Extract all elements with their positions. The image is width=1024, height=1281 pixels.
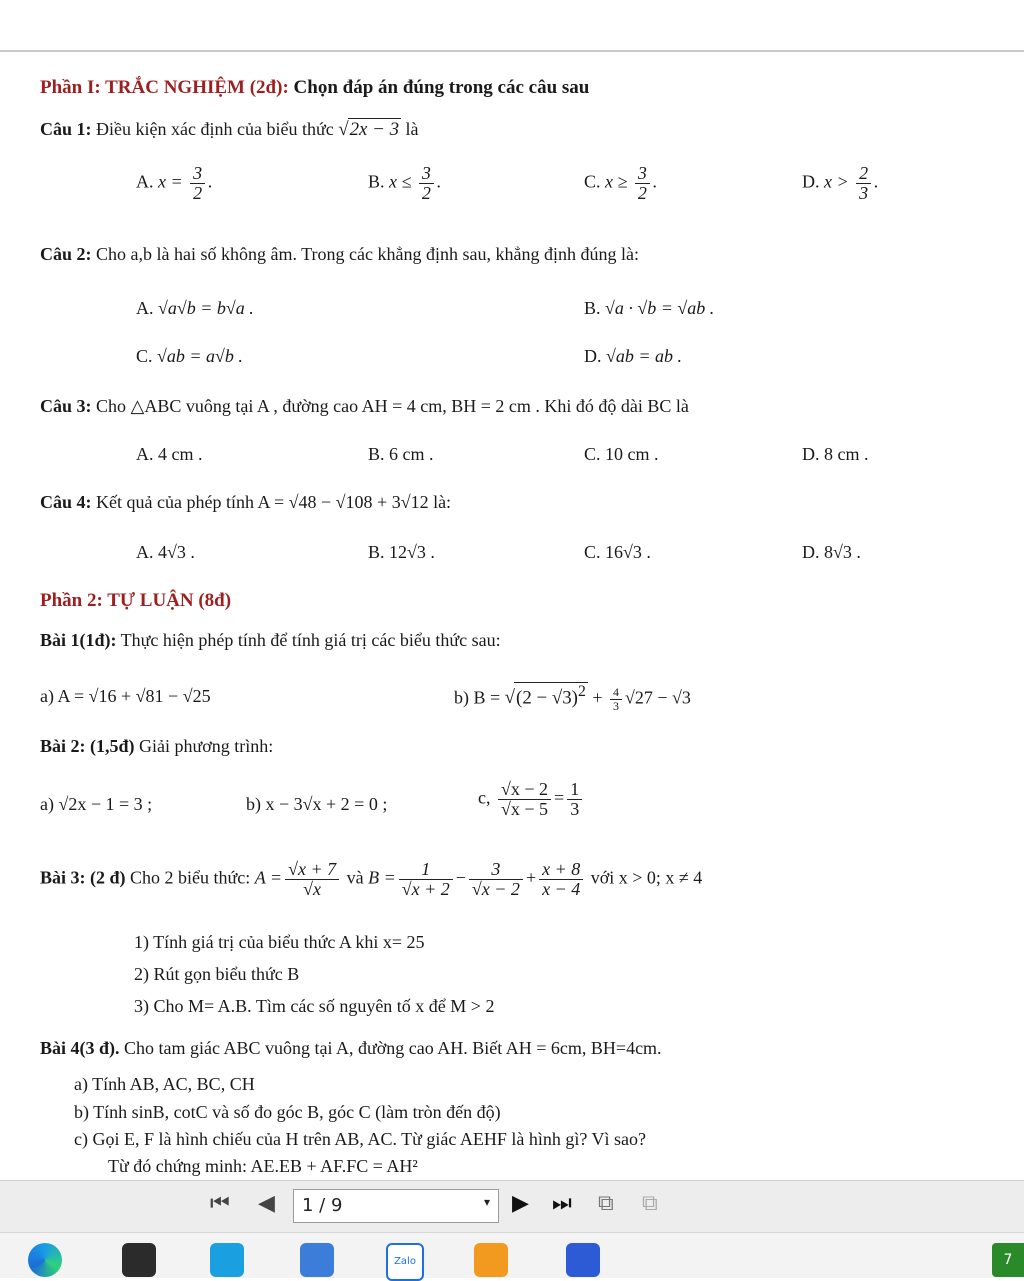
taskbar <box>0 1232 1024 1278</box>
bai1-b-frac-den: 3 <box>613 698 620 713</box>
bai3-stem <box>40 860 702 899</box>
q1-d-num: 2 <box>856 164 871 184</box>
bai1-b-frac <box>610 686 622 712</box>
bai2-stem <box>40 736 273 757</box>
q1-a-rel: x = <box>158 171 183 192</box>
first-page-icon[interactable]: ⏮ <box>210 1191 230 1216</box>
bai3-a-frac <box>285 860 339 899</box>
bai1-b-prefix: b) B = <box>454 687 505 708</box>
bai1-text: Thực hiện phép tính để tính giá trị các biểu thức sau: <box>116 630 501 650</box>
bai4-stem <box>40 1038 662 1059</box>
bai3-b2-den: √x − 2 <box>471 878 520 899</box>
camera-icon[interactable] <box>566 1243 600 1277</box>
q2-stem <box>40 244 639 265</box>
part1-title: Phần I: TRẮC NGHIỆM (2đ): <box>40 77 294 98</box>
q2-a-text: √a√b = b√a . <box>158 298 254 318</box>
q2-d-label: D. <box>584 346 602 366</box>
q1-a-den: 2 <box>193 182 203 203</box>
q1-c-rel: x ≥ <box>605 171 628 192</box>
top-toolbar <box>0 0 1024 52</box>
q2-option-c <box>136 346 243 367</box>
bai3-item-2: 2) Rút gọn biểu thức B <box>134 964 300 984</box>
q1-d-frac <box>856 164 871 203</box>
q3-option-a: A. 4 cm . <box>136 444 203 464</box>
bai2-label: Bài 2: (1,5đ) <box>40 736 135 756</box>
edge-icon[interactable] <box>28 1243 62 1277</box>
bai3-b1-num: 1 <box>399 860 453 880</box>
q1-b-rel: x ≤ <box>389 171 412 192</box>
last-page-icon[interactable]: ⏭ <box>552 1191 572 1216</box>
bai1-stem <box>40 630 501 651</box>
q1-a-frac <box>190 164 205 203</box>
q2-option-a <box>136 298 254 319</box>
bai2-c-prefix: c, <box>478 787 491 808</box>
q4-option-c: C. 16√3 . <box>584 542 651 562</box>
chevron-down-icon[interactable]: ▾ <box>483 1195 490 1209</box>
q1-a-label: A. <box>136 171 154 192</box>
q1-b-den: 2 <box>421 182 431 203</box>
q2-a-label: A. <box>136 298 154 318</box>
q1-option-c: C. x ≥ $\frac{3}{2}$ . <box>584 163 658 203</box>
mail-icon[interactable] <box>300 1243 334 1277</box>
bai4-c2: Từ đó chứng minh: AE.EB + AF.FC = AH² <box>108 1156 418 1176</box>
browser-icon[interactable] <box>474 1243 508 1277</box>
bai3-a-prefix: A = <box>254 867 283 888</box>
bai3-b2-num: 3 <box>469 860 523 880</box>
bai2-c-rden: 3 <box>570 798 580 819</box>
insert-page-icon[interactable]: ⧉ <box>598 1191 614 1216</box>
bai4-text: Cho tam giác ABC vuông tại A, đường cao AH. Biết AH = 6cm, BH=4cm. <box>119 1038 662 1058</box>
bai3-b3-frac <box>539 860 583 899</box>
bai3-item-1: 1) Tính giá trị của biểu thức A khi x= 25 <box>134 932 425 952</box>
bai1-b <box>454 682 691 712</box>
q2-d-text: √ab = ab . <box>606 346 683 366</box>
q2-b-text: √a · √b = √ab . <box>605 298 715 318</box>
q1-label: Câu 1: <box>40 119 92 139</box>
q2-text: Cho a,b là hai số không âm. Trong các khẳng định sau, khẳng định đúng là: <box>91 244 639 264</box>
q4-label: Câu 4: <box>40 492 92 512</box>
bai3-b1-den: √x + 2 <box>401 878 450 899</box>
bai3-a-den: √x <box>303 878 322 899</box>
q1-d-label: D. <box>802 171 820 192</box>
bai2-c-rfrac <box>567 780 582 819</box>
q3-option-c: C. 10 cm . <box>584 444 659 464</box>
q1-d-den: 3 <box>859 182 869 203</box>
bai1-b-rest: + <box>587 687 608 708</box>
bai1-b-sup: 2 <box>577 683 586 700</box>
bai1-b-sqrt: $√(2 - √3)^2$ <box>504 683 586 709</box>
store-icon[interactable] <box>122 1243 156 1277</box>
q3-label: Câu 3: <box>40 396 92 416</box>
bai2-a: a) √2x − 1 = 3 ; <box>40 794 153 814</box>
bai3-b3-num: x + 8 <box>539 860 583 880</box>
q1-tail: là <box>401 119 419 139</box>
q1-c-num: 3 <box>635 164 650 184</box>
q2-option-b <box>584 298 714 319</box>
prev-page-icon[interactable]: ◀ <box>258 1191 275 1216</box>
q1-a-num: 3 <box>190 164 205 184</box>
q3-option-b: B. 6 cm . <box>368 444 434 464</box>
bai3-va: và <box>346 867 364 888</box>
q4-option-a: A. 4√3 . <box>136 542 195 562</box>
bai4-a: a) Tính AB, AC, BC, CH <box>74 1074 255 1094</box>
q3-stem <box>40 396 689 417</box>
bai1-b-frac-num: 4 <box>610 686 622 700</box>
bai3-text: Cho 2 biểu thức: <box>125 867 255 888</box>
bai3-b-prefix: B = <box>368 867 396 888</box>
bai3-b2-frac <box>469 860 523 899</box>
q1-b-frac <box>419 164 434 203</box>
q2-c-label: C. <box>136 346 153 366</box>
q1-c-frac <box>635 164 650 203</box>
bai2-c <box>478 780 585 819</box>
layout-icon[interactable]: ⧉ <box>642 1191 658 1216</box>
bai2-c-frac <box>498 780 551 819</box>
part1-heading <box>40 77 589 99</box>
bai3-label: Bài 3: (2 đ) <box>40 867 126 888</box>
bai1-label: Bài 1(1đ): <box>40 630 117 650</box>
q1-b-label: B. <box>368 171 385 192</box>
bai2-c-rnum: 1 <box>567 780 582 800</box>
bai4-b: b) Tính sinB, cotC và số đo góc B, góc C (làm tròn đến độ) <box>74 1102 501 1122</box>
q2-option-d <box>584 346 682 367</box>
document-page <box>0 52 1024 1180</box>
next-page-icon[interactable]: ▶ <box>512 1191 529 1216</box>
bai4-c: c) Gọi E, F là hình chiếu của H trên AB, AC. Từ giác AEHF là hình gì? Vì sao? <box>74 1129 647 1149</box>
part1-instruction: Chọn đáp án đúng trong các câu sau <box>293 77 590 98</box>
bai3-b1-frac <box>399 860 453 899</box>
clock-badge[interactable]: 7 <box>992 1243 1024 1277</box>
viewer-toolbar <box>0 1180 1024 1233</box>
bai3-a-num: √x + 7 <box>285 860 339 880</box>
q1-c-label: C. <box>584 171 601 192</box>
bai2-c-eq: = <box>554 787 565 808</box>
q2-label: Câu 2: <box>40 244 92 264</box>
bai3-cond: với x > 0; x ≠ 4 <box>590 867 703 888</box>
part2-title: Phần 2: TỰ LUẬN (8đ) <box>40 590 232 611</box>
bai3-minus: − <box>455 867 466 888</box>
q2-b-label: B. <box>584 298 601 318</box>
page-number: 1 / 9 <box>302 1195 343 1216</box>
q1-expr: 2x − 3 <box>349 119 400 140</box>
bai2-c-den: √x − 5 <box>501 798 549 819</box>
q1-c-den: 2 <box>637 182 647 203</box>
q1-sqrt: √2x − 3 <box>338 119 400 140</box>
page-selector[interactable] <box>293 1189 499 1223</box>
q1-text: Điều kiện xác định của biểu thức <box>91 119 339 139</box>
bai4-label: Bài 4(3 đ). <box>40 1038 120 1058</box>
q4-text: Kết quả của phép tính A = √48 − √108 + 3√12 là: <box>91 492 452 512</box>
q1-stem <box>40 118 419 141</box>
q4-option-b: B. 12√3 . <box>368 542 435 562</box>
bai3-plus: + <box>525 867 537 888</box>
bai1-a: a) A = √16 + √81 − √25 <box>40 686 211 706</box>
q1-d-rel: x > <box>824 171 849 192</box>
bai3-item-3: 3) Cho M= A.B. Tìm các số nguyên tố x để M > 2 <box>134 996 495 1016</box>
q2-c-text: √ab = a√b . <box>157 346 243 366</box>
q3-text: Cho △ABC vuông tại A , đường cao AH = 4 cm, BH = 2 cm . Khi đó độ dài BC là <box>91 396 689 416</box>
bai2-text: Giải phương trình: <box>134 736 274 756</box>
q4-option-d: D. 8√3 . <box>802 542 861 562</box>
bai2-b: b) x − 3√x + 2 = 0 ; <box>246 794 388 814</box>
app-icon[interactable] <box>210 1243 244 1277</box>
q1-option-b: B. x ≤ $\frac{3}{2}$ . <box>368 163 442 203</box>
bai1-b-tail: √27 − √3 <box>625 687 691 708</box>
q4-stem <box>40 492 451 513</box>
bai2-c-num: √x − 2 <box>498 780 551 800</box>
q1-option-a: A. x = $\frac{3}{2}$ . <box>136 163 213 203</box>
q1-option-d: D. x > $\frac{2}{3}$ . <box>802 163 879 203</box>
q3-option-d: D. 8 cm . <box>802 444 869 464</box>
zalo-icon[interactable]: Zalo <box>386 1243 424 1281</box>
bai1-b-inner: (2 − √3) <box>516 687 578 709</box>
q1-b-num: 3 <box>419 164 434 184</box>
bai3-b3-den: x − 4 <box>542 878 581 899</box>
